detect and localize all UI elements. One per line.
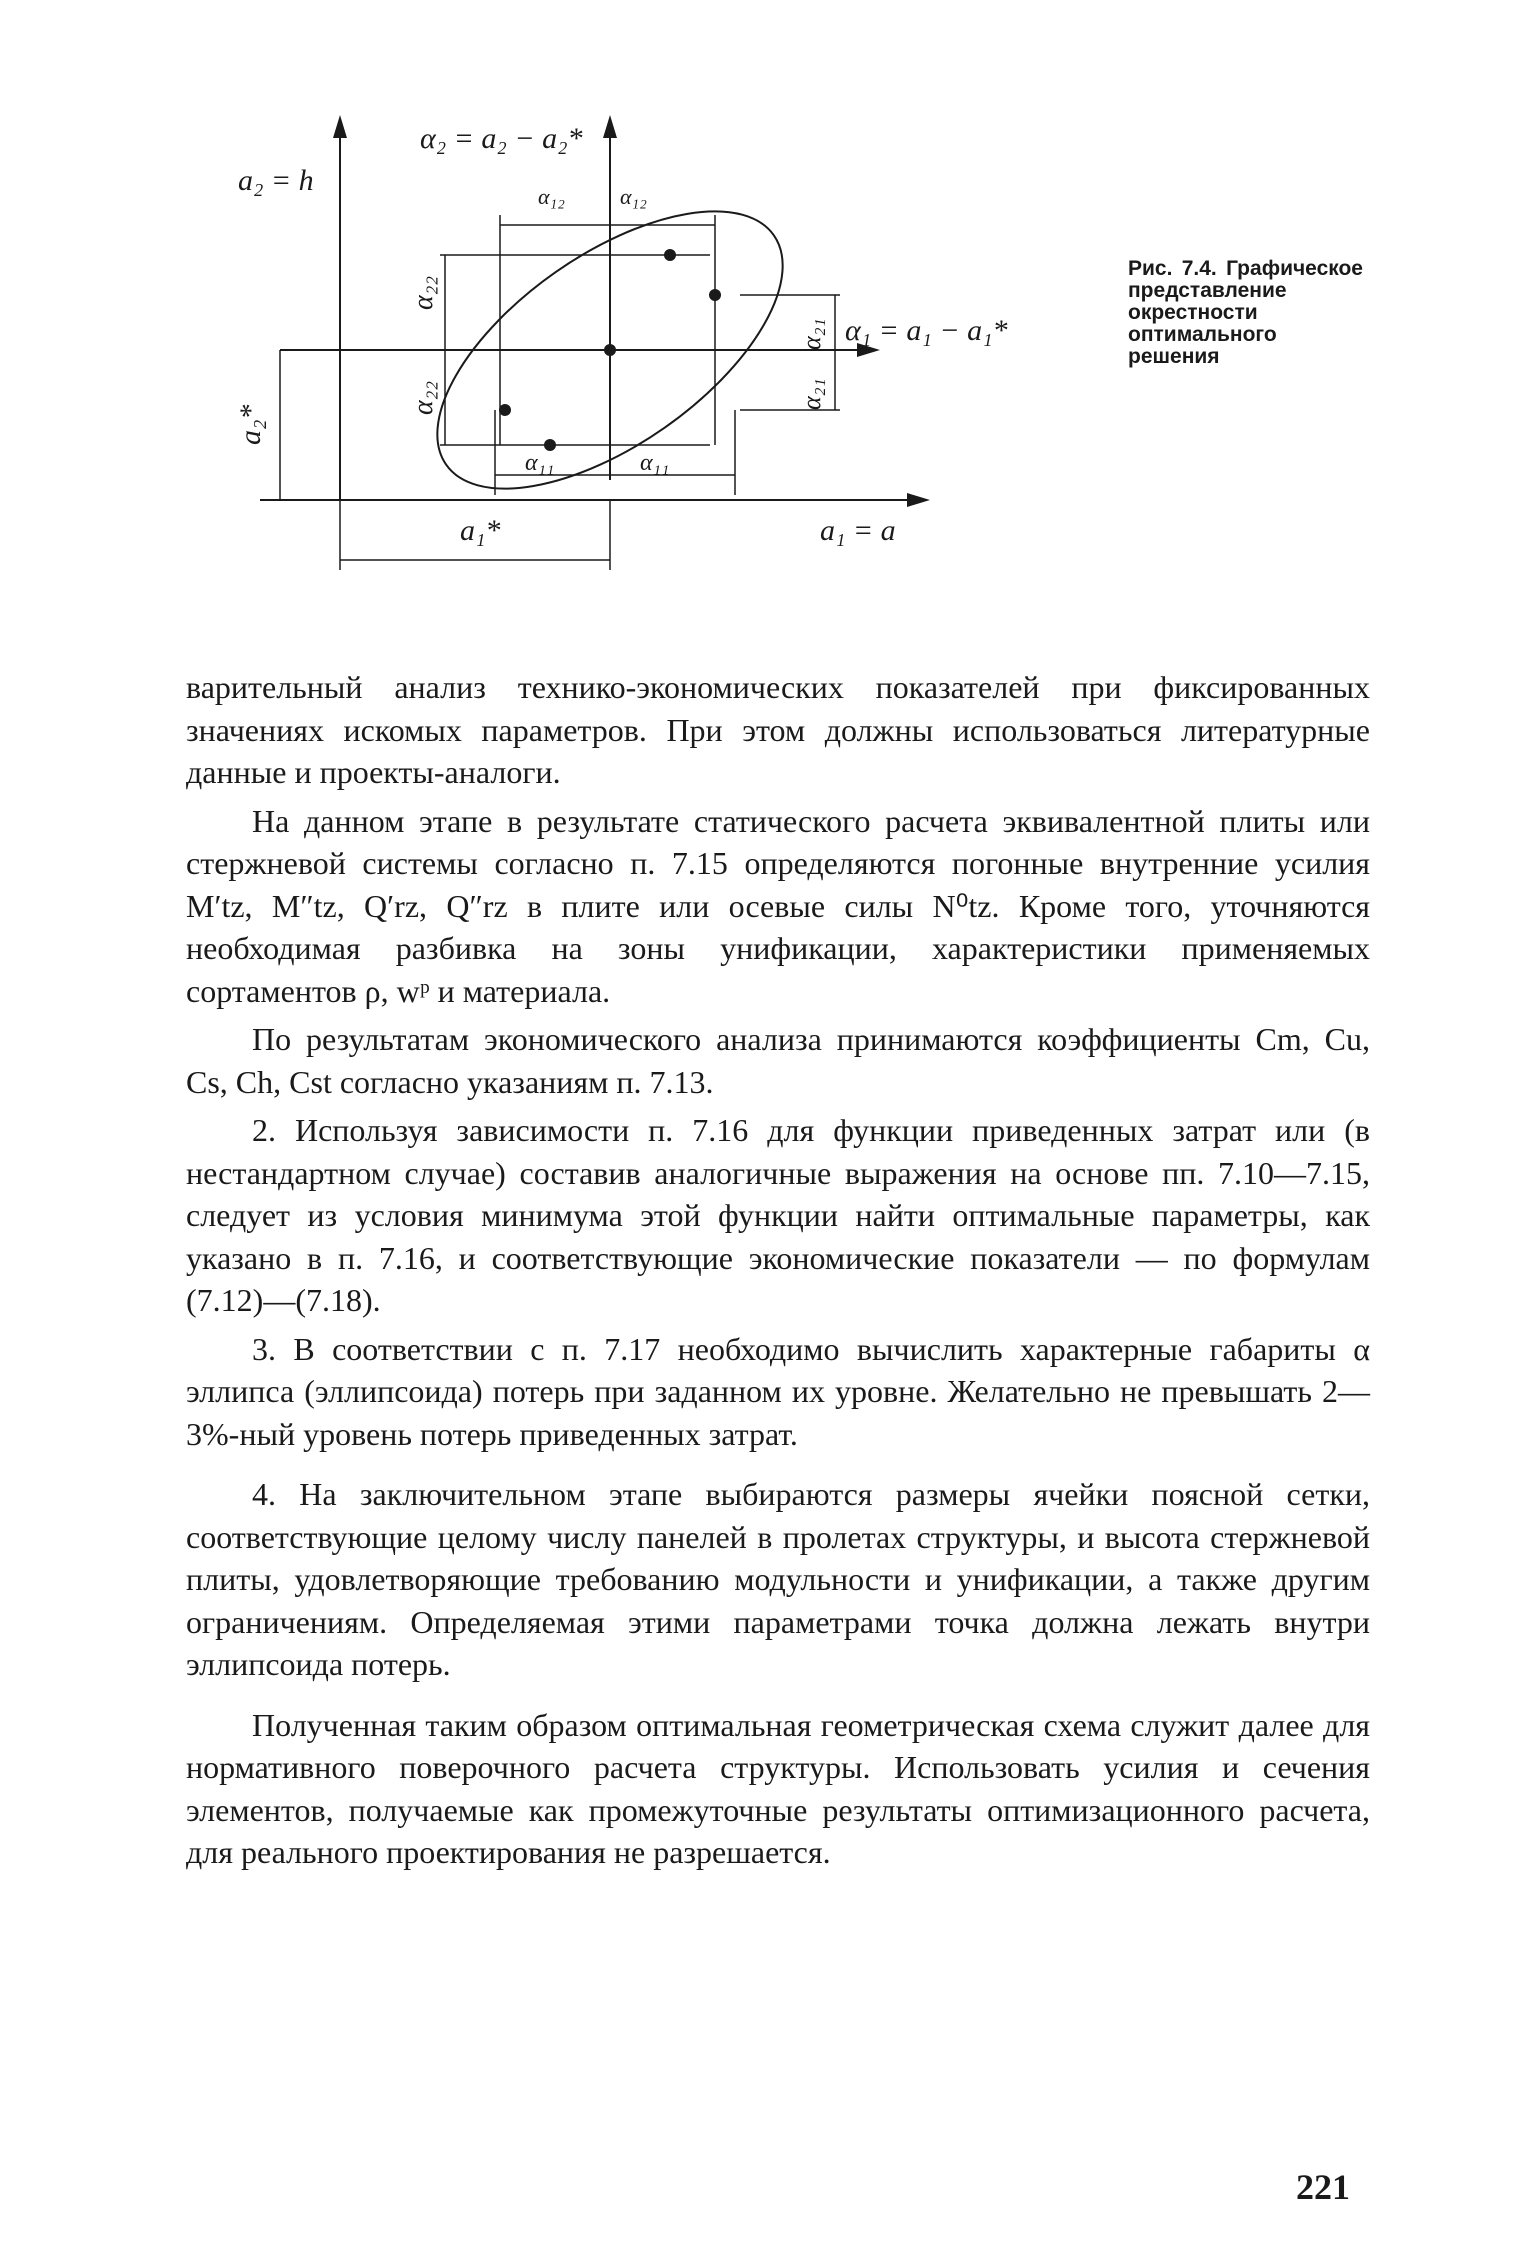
label-a2-star: a₂* — [234, 404, 267, 445]
label-alpha12-left: α₁₂ — [538, 184, 565, 209]
right-point — [709, 289, 721, 301]
label-a1-star: a₁* — [460, 514, 501, 547]
figure-caption: Рис. 7.4. Графическое представление окрестности оптимального решения — [1128, 257, 1363, 368]
label-alpha11-left: α₁₁ — [525, 450, 555, 476]
top-point — [664, 249, 676, 261]
page-number: 221 — [1296, 2167, 1350, 2207]
label-alpha11-right: α₁₁ — [640, 450, 670, 476]
label-alpha21-upper: α₂₁ — [797, 318, 826, 350]
paragraph: 4. На заключительном этапе выбираются размеры ячейки поясной сетки, соответствующие целому числу панелей в пролетах структуры, и высота стержневой плиты, удовлетворяющие требованию модульности и унификации, а также другим ограничениям. Определяемая этими параметрами точка должна лежать внутри эллипсоида потерь. — [186, 1476, 1370, 1682]
label-alpha1-eq: α₁ = a₁ − a₁* — [845, 314, 1008, 347]
label-alpha2-eq: α₂ = a₂ − a₂* — [420, 122, 583, 155]
ellipse-figure — [220, 100, 1008, 580]
label-alpha22-upper: α₂₂ — [408, 275, 439, 310]
paragraph: На данном этапе в результате статического расчета эквивалентной плиты или стержневой системы согласно п. 7.15 определяются погонные внутренние усилия M′tz, M″tz, Q′rz, Q″rz в плите или осевые силы N⁰tz. Кроме того, уточняются необходимая разбивка на зоны унификации, характеристики применяемых сортаментов ρ, wᵖ и материала. — [186, 802, 1370, 1009]
a2-arrowhead — [333, 115, 347, 138]
label-alpha21-lower: α₂₁ — [797, 378, 826, 410]
body-text — [186, 666, 1370, 1874]
label-alpha22-lower: α₂₂ — [408, 380, 439, 415]
a1-arrowhead — [907, 493, 930, 507]
paragraph: 3. В соответствии с п. 7.17 необходимо вычислить характерные габариты α эллипса (эллипсоида) потерь при заданном их уровне. Желательно не превышать 2—3%-ный уровень потерь приведенных затрат. — [186, 1330, 1370, 1452]
paragraph: По результатам экономического анализа принимаются коэффициенты Cm, Cu, Cs, Ch, Cst согласно указаниям п. 7.13. — [186, 1021, 1370, 1100]
paragraph: Полученная таким образом оптимальная геометрическая схема служит далее для нормативного поверочного расчета структуры. Использовать усилия и сечения элементов, получаемые как промежуточные результаты оптимизационного расчета, для реального проектирования не разрешается. — [186, 1706, 1370, 1870]
label-alpha12-right: α₁₂ — [620, 184, 647, 209]
ellipse-diagram — [220, 100, 1008, 580]
label-a1-axis: a₁ = a — [820, 514, 896, 547]
label-a2-axis: a₂ = h — [238, 164, 314, 197]
optimum-point — [604, 344, 616, 356]
paragraph: 2. Используя зависимости п. 7.16 для функции приведенных затрат или (в нестандартном случае) составив аналогичные выражения на основе пп. 7.10—7.15, следует из условия минимума этой функции найти оптимальные параметры, как указано в п. 7.16, и соответствующие экономические показатели — по формулам (7.12)—(7.18). — [186, 1112, 1370, 1318]
alpha2-arrowhead — [603, 115, 617, 138]
left-point — [499, 404, 511, 416]
paragraph: варительный анализ технико-экономических показателей при фиксированных значениях искомых параметров. При этом должны использоваться литературные данные и проекты-аналоги. — [186, 669, 1370, 790]
